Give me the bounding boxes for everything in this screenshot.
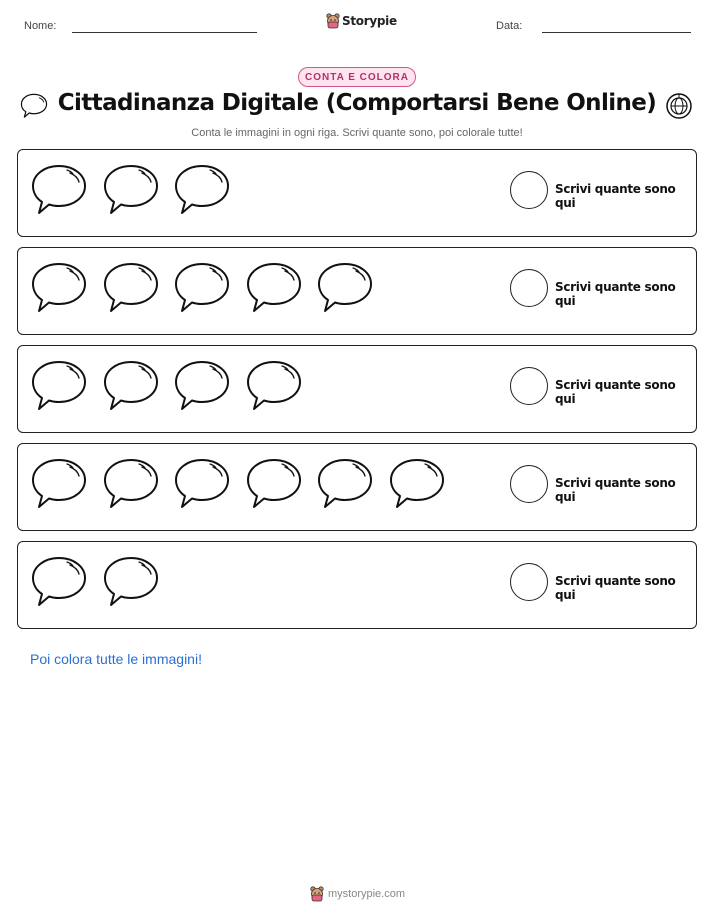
speech-bubble-icon[interactable] <box>245 358 303 414</box>
brand-name: Storypie <box>342 14 397 28</box>
activity-badge: CONTA E COLORA <box>298 67 416 87</box>
page-title: Cittadinanza Digitale (Comportarsi Bene Online) <box>57 90 657 116</box>
speech-bubble-icon[interactable] <box>102 162 160 218</box>
speech-bubble-icon[interactable] <box>245 260 303 316</box>
bear-logo-icon <box>310 886 324 902</box>
answer-circle[interactable] <box>510 563 548 601</box>
answer-label: Scrivi quante sono qui <box>555 280 676 308</box>
footer-url: mystorypie.com <box>328 888 406 900</box>
answer-circle[interactable] <box>510 367 548 405</box>
footer <box>310 886 405 902</box>
counting-row <box>17 149 697 237</box>
counting-row <box>17 541 697 629</box>
speech-bubble-icon[interactable] <box>388 456 446 512</box>
instructions: Conta le immagini in ogni riga. Scrivi quante sono, poi colorale tutte! <box>191 127 523 139</box>
counting-row <box>17 247 697 335</box>
speech-bubble-icon[interactable] <box>102 456 160 512</box>
answer-label: Scrivi quante sono qui <box>555 182 676 210</box>
speech-bubble-icon[interactable] <box>245 456 303 512</box>
speech-bubble-icon[interactable] <box>102 554 160 610</box>
date-line[interactable] <box>542 32 691 33</box>
name-line[interactable] <box>72 32 257 33</box>
speech-bubble-icon[interactable] <box>30 456 88 512</box>
counting-row <box>17 345 697 433</box>
answer-circle[interactable] <box>510 465 548 503</box>
speech-bubble-icon[interactable] <box>102 260 160 316</box>
speech-bubble-icon[interactable] <box>173 358 231 414</box>
speech-bubble-icon[interactable] <box>316 456 374 512</box>
date-label: Data: <box>496 20 523 32</box>
speech-bubble-icon <box>20 92 48 120</box>
name-label: Nome: <box>24 20 57 32</box>
answer-circle[interactable] <box>510 171 548 209</box>
speech-bubble-icon[interactable] <box>316 260 374 316</box>
answer-circle[interactable] <box>510 269 548 307</box>
answer-label: Scrivi quante sono qui <box>555 378 676 406</box>
speech-bubble-icon[interactable] <box>173 260 231 316</box>
speech-bubble-icon[interactable] <box>173 162 231 218</box>
answer-label: Scrivi quante sono qui <box>555 476 676 504</box>
coloring-note: Poi colora tutte le immagini! <box>30 651 202 667</box>
bear-logo-icon <box>326 13 340 29</box>
answer-label: Scrivi quante sono qui <box>555 574 676 602</box>
speech-bubble-icon[interactable] <box>173 456 231 512</box>
speech-bubble-icon[interactable] <box>30 358 88 414</box>
speech-bubble-icon[interactable] <box>30 260 88 316</box>
speech-bubble-icon[interactable] <box>30 554 88 610</box>
counting-row <box>17 443 697 531</box>
speech-bubble-icon[interactable] <box>102 358 160 414</box>
brand-logo <box>326 13 397 29</box>
globe-icon <box>665 92 693 120</box>
speech-bubble-icon[interactable] <box>30 162 88 218</box>
